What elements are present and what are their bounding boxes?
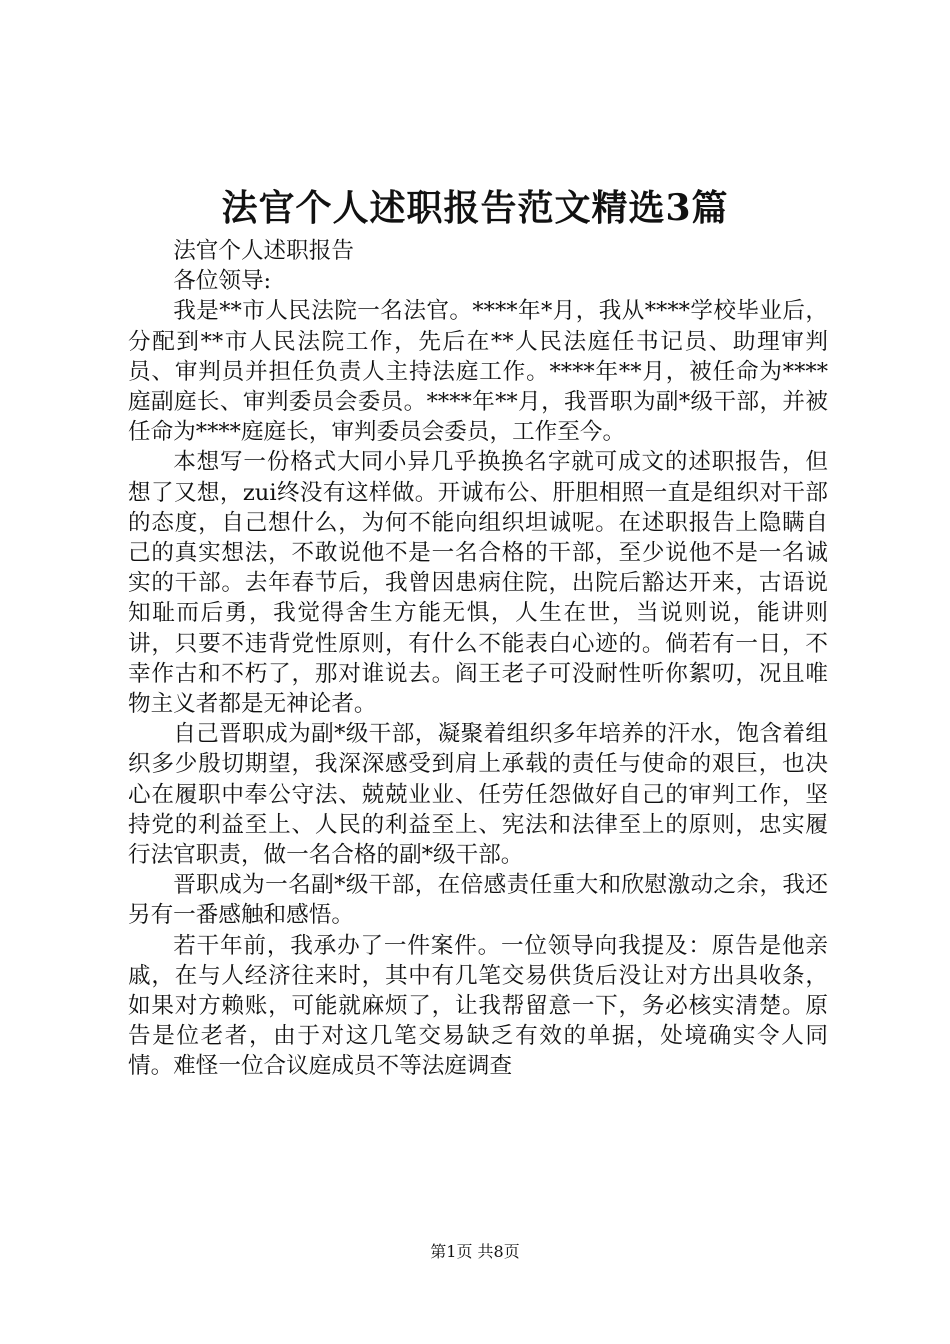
paragraph: 我是**市人民法院一名法官。****年*月，我从****学校毕业后，分配到**市人民法院工作，先后在**人民法庭任书记员、助理审判员、审判员并担任负责人主持法庭工作。****年**月，被任命为****庭副庭长、审判委员会委员。****年**月，我晋职为副*级干部，并被任命为****庭庭长，审判委员会委员，工作至今。 xyxy=(128,298,828,446)
report-heading: 法官个人述职报告 xyxy=(173,238,354,264)
paragraph: 晋职成为一名副*级干部，在倍感责任重大和欣慰激动之余，我还另有一番感触和感悟。 xyxy=(128,872,828,929)
page-footer: 第1页 共8页 xyxy=(430,1242,520,1261)
document-body xyxy=(128,236,828,1082)
paragraph: 本想写一份格式大同小异几乎换换名字就可成文的述职报告，但想了又想，zui终没有这样做。开诚布公、肝胆相照一直是组织对干部的态度，自己想什么，为何不能向组织坦诚呢。在述职报告上隐瞒自己的真实想法，不敢说他不是一名合格的干部，至少说他不是一名诚实的干部。去年春节后，我曾因患病住院，出院后豁达开来，古语说知耻而后勇，我觉得舍生方能无惧，人生在世，当说则说，能讲则讲，只要不违背党性原则，有什么不能表白心迹的。倘若有一日，不幸作古和不朽了，那对谁说去。阎王老子可没耐性听你絮叨，况且唯物主义者都是无神论者。 xyxy=(128,449,828,718)
paragraph: 若干年前，我承办了一件案件。一位领导向我提及：原告是他亲戚，在与人经济往来时，其中有几笔交易供货后没让对方出具收条，如果对方赖账，可能就麻烦了，让我帮留意一下，务必核实清楚。原告是位老者，由于对这几笔交易缺乏有效的单据，处境确实令人同情。难怪一位合议庭成员不等法庭调查 xyxy=(128,932,828,1080)
paragraph: 自己晋职成为副*级干部，凝聚着组织多年培养的汗水，饱含着组织多少殷切期望，我深深感受到肩上承载的责任与使命的艰巨，也决心在履职中奉公守法、兢兢业业、任劳任怨做好自己的审判工作，坚持党的利益至上、人民的利益至上、宪法和法律至上的原则，忠实履行法官职责，做一名合格的副*级干部。 xyxy=(128,721,828,869)
salutation: 各位领导: xyxy=(173,268,272,295)
document-title: 法官个人述职报告范文精选3篇 xyxy=(221,187,729,229)
